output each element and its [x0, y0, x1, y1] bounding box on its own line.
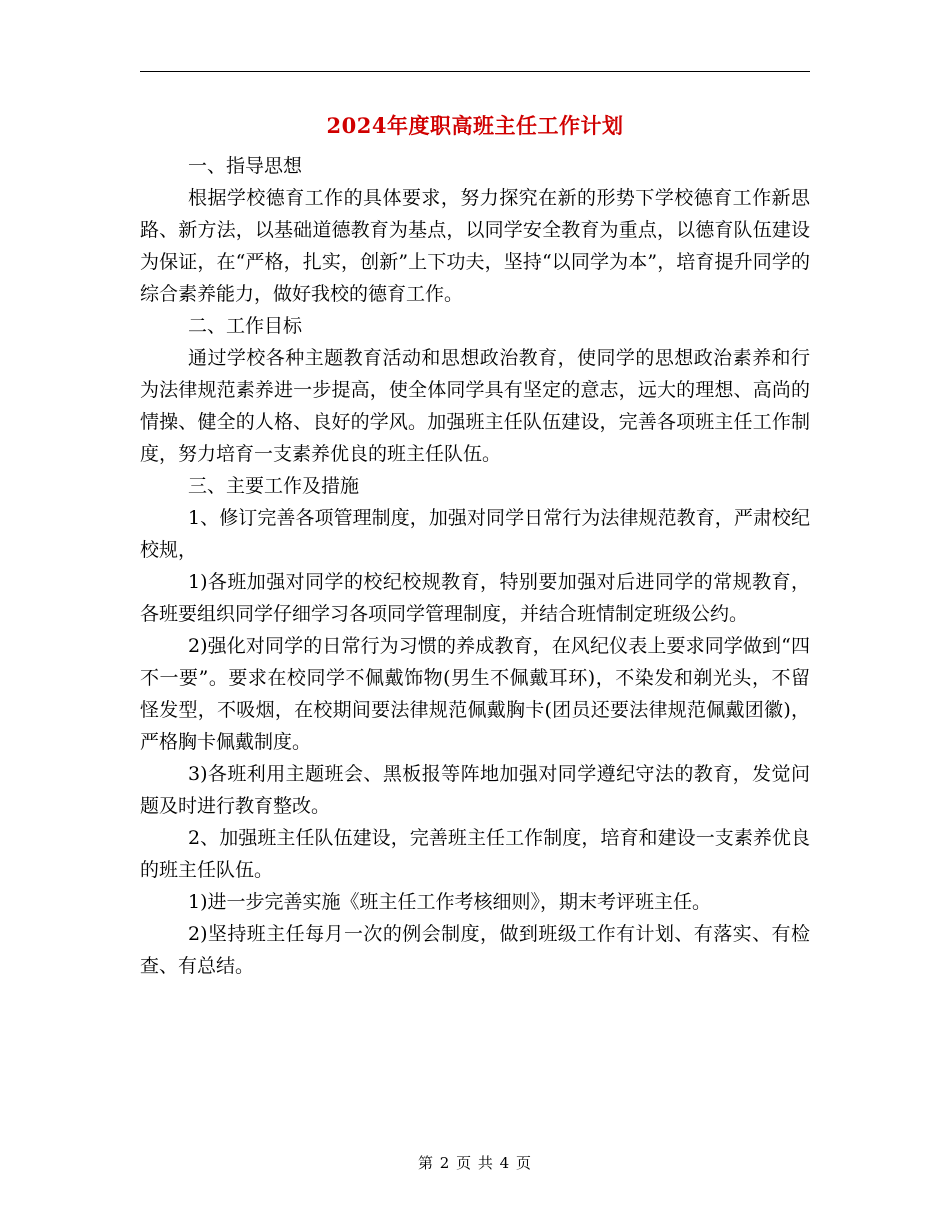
document-body: [140, 150, 810, 982]
page-footer: 第 2 页 共 4 页: [418, 1154, 532, 1172]
section-heading-guiding-ideology: 一、指导思想: [188, 155, 303, 177]
paragraph-item-1: 1、修订完善各项管理制度，加强对同学日常行为法律规范教育，严肃校纪校规，: [140, 507, 810, 561]
document-title: 2024年度职高班主任工作计划: [326, 113, 624, 138]
paragraph-item-1-1: 1)各班加强对同学的校纪校规教育，特别要加强对后进同学的常规教育，各班要组织同学仔细学习各项同学管理制度，并结合班情制定班级公约。: [140, 571, 810, 625]
paragraph-item-1-2: 2)强化对同学的日常行为习惯的养成教育，在风纪仪表上要求同学做到“四不一要”。要求在校同学不佩戴饰物(男生不佩戴耳环)，不染发和剃光头，不留怪发型，不吸烟，在校期间要法律规范佩戴胸卡(团员还要法律规范佩戴团徽)，严格胸卡佩戴制度。: [140, 635, 810, 753]
paragraph-guiding-ideology: 根据学校德育工作的具体要求，努力探究在新的形势下学校德育工作新思路、新方法，以基础道德教育为基点，以同学安全教育为重点，以德育队伍建设为保证，在“严格，扎实，创新”上下功夫，坚持“以同学为本”，培育提升同学的综合素养能力，做好我校的德育工作。: [140, 187, 810, 305]
section-heading-work-goals: 二、工作目标: [188, 315, 303, 337]
section-heading-main-work: 三、主要工作及措施: [188, 475, 360, 497]
paragraph-item-2: 2、加强班主任队伍建设，完善班主任工作制度，培育和建设一支素养优良的班主任队伍。: [140, 827, 810, 881]
paragraph-item-2-2: 2)坚持班主任每月一次的例会制度，做到班级工作有计划、有落实、有检查、有总结。: [140, 923, 810, 977]
header-rule: [140, 71, 810, 72]
paragraph-item-1-3: 3)各班利用主题班会、黑板报等阵地加强对同学遵纪守法的教育，发觉问题及时进行教育整改。: [140, 763, 810, 817]
paragraph-item-2-1: 1)进一步完善实施《班主任工作考核细则》，期末考评班主任。: [188, 891, 712, 913]
paragraph-work-goals: 通过学校各种主题教育活动和思想政治教育，使同学的思想政治素养和行为法律规范素养进一步提高，使全体同学具有坚定的意志，远大的理想、高尚的情操、健全的人格、良好的学风。加强班主任队伍建设，完善各项班主任工作制度，努力培育一支素养优良的班主任队伍。: [140, 347, 810, 465]
